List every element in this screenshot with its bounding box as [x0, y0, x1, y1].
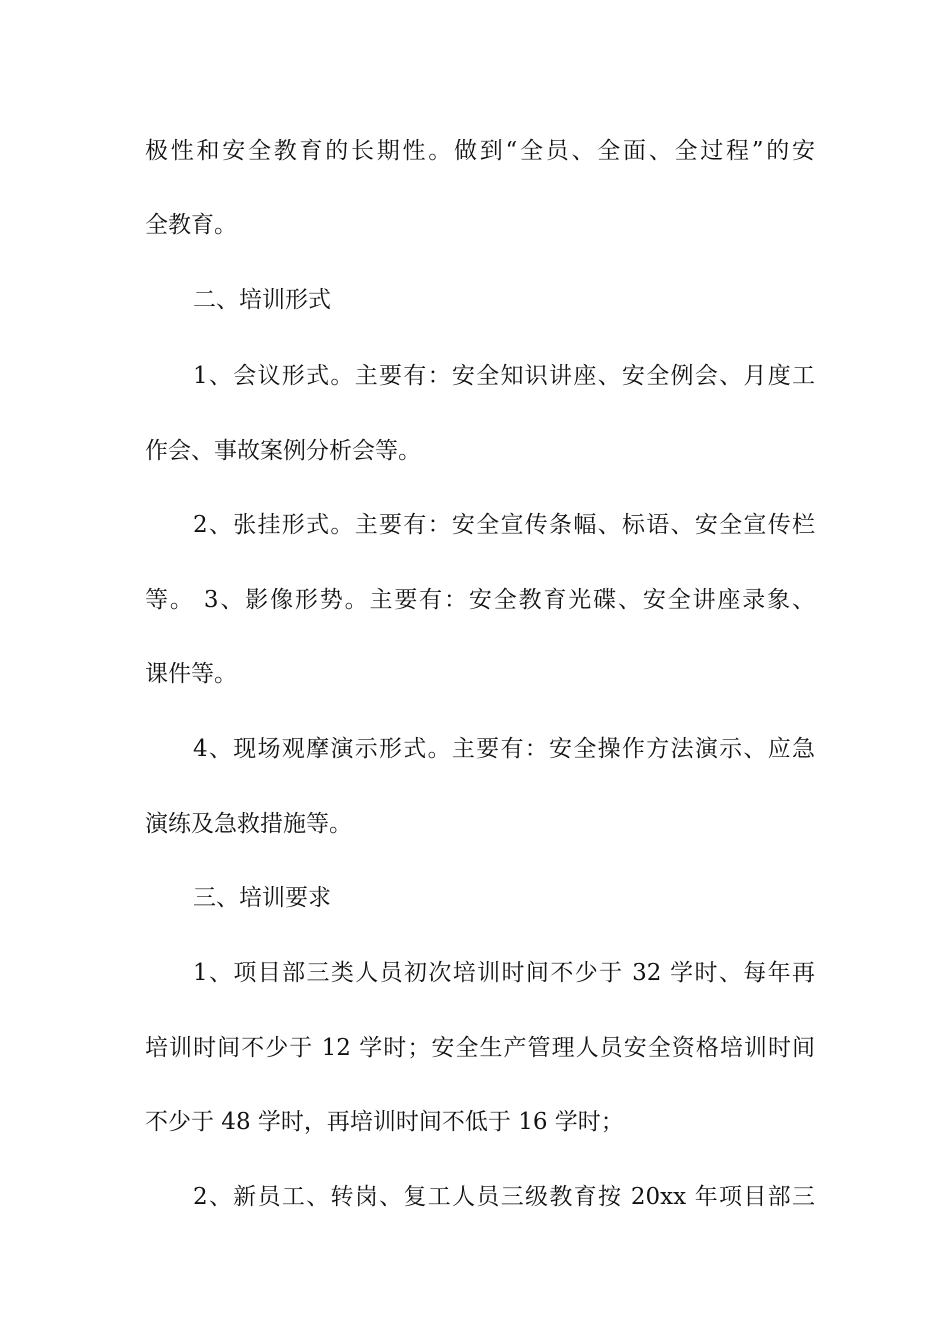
text-line-13: 培训时间不少于 12 学时；安全生产管理人员安全资格培训时间: [145, 1035, 815, 1061]
text-line-14: 不少于 48 学时，再培训时间不低于 16 学时；: [145, 1109, 624, 1135]
text-line-2: 全教育。: [145, 212, 237, 238]
text-line-6: 2、张挂形式。主要有：安全宣传条幅、标语、安全宣传栏: [193, 512, 815, 538]
text-line-12: 1、项目部三类人员初次培训时间不少于 32 学时、每年再: [193, 960, 815, 986]
text-line-4: 1、会议形式。主要有：安全知识讲座、安全例会、月度工: [193, 363, 815, 389]
text-line-1: 极性和安全教育的长期性。做到“全员、全面、全过程”的安: [145, 138, 815, 164]
text-line-8: 课件等。: [145, 661, 237, 687]
section-heading-training-forms: 二、培训形式: [193, 287, 331, 313]
text-line-5: 作会、事故案例分析会等。: [145, 438, 421, 464]
section-heading-training-requirements: 三、培训要求: [193, 885, 331, 911]
text-line-10: 演练及急救措施等。: [145, 811, 352, 837]
text-line-7: 等。 3、影像形势。主要有：安全教育光碟、安全讲座录象、: [145, 587, 815, 613]
text-line-15: 2、新员工、转岗、复工人员三级教育按 20xx 年项目部三: [193, 1184, 815, 1210]
text-line-9: 4、现场观摩演示形式。主要有：安全操作方法演示、应急: [193, 736, 815, 762]
